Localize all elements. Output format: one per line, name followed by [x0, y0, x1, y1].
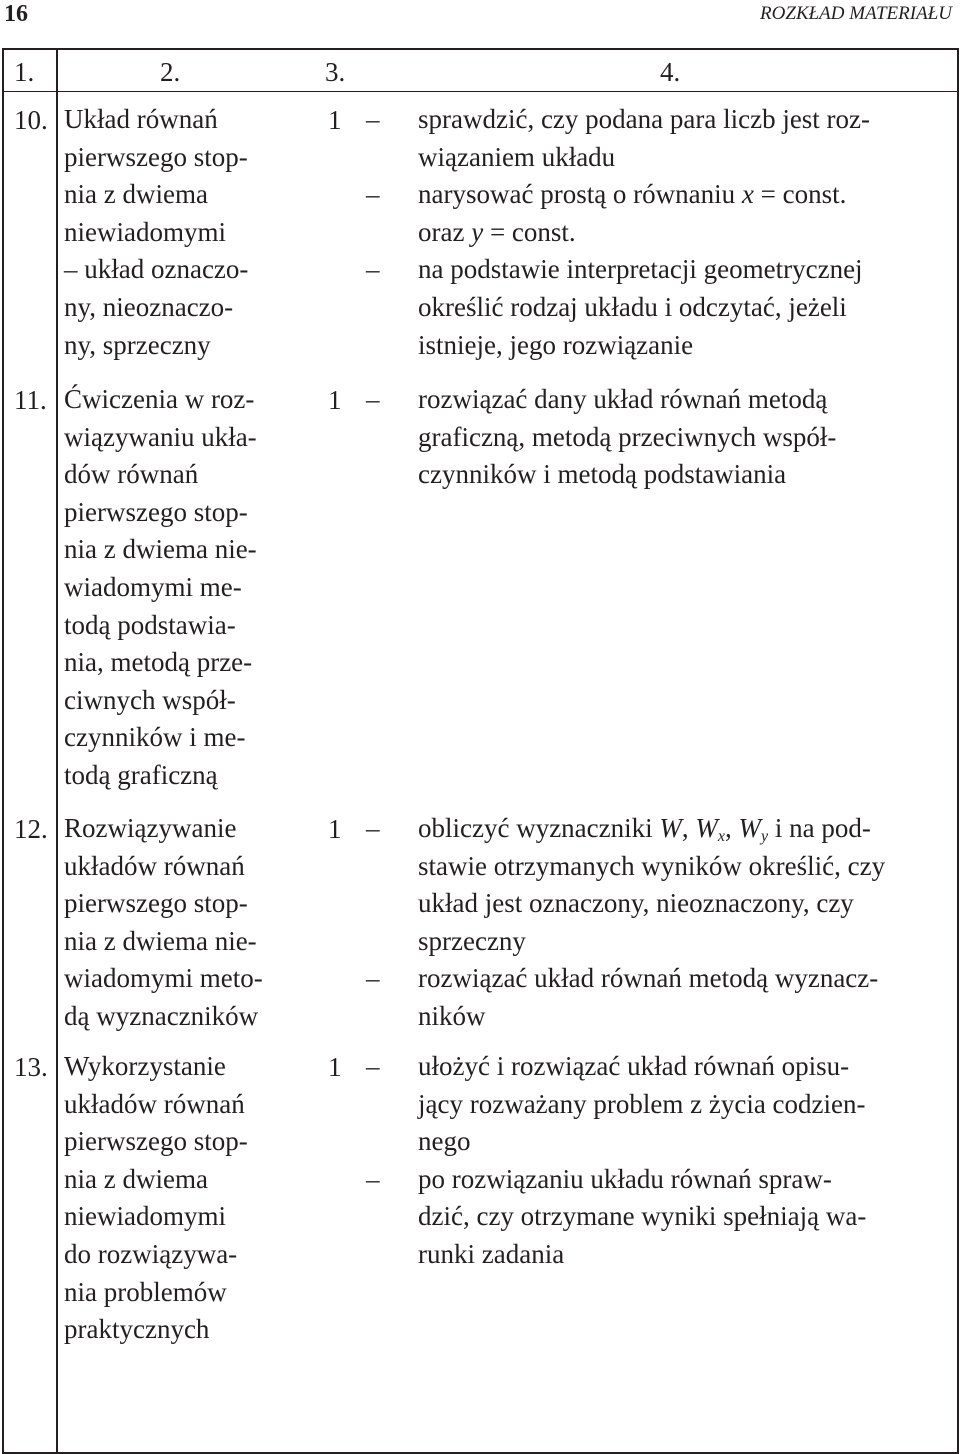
row-hours: 1 [328, 385, 342, 415]
dash-bullet: – [366, 1163, 380, 1194]
requirement-text: na podstawie interpretacji geometrycznej określić rodzaj układu i odczytać, jeżeli istnieje, jego rozwiązanie [418, 254, 863, 360]
requirement-item [366, 176, 958, 251]
row-requirements [366, 1048, 958, 1274]
row-requirements [366, 381, 958, 494]
dash-bullet: – [366, 813, 380, 843]
row-number: 11. [14, 385, 47, 415]
requirement-text: sprawdzić, czy podana para liczb jest roz- wiązaniem układu [418, 104, 871, 172]
column-header-4: 4. [660, 57, 681, 87]
table-left-border [2, 48, 4, 1454]
dash-bullet: – [366, 104, 380, 134]
table-top-border [2, 48, 957, 50]
row-number: 10. [14, 105, 48, 135]
requirement-text: rozwiązać dany układ równań metodą graficzną, metodą przeciwnych współ- czynników i metodą podstawiania [418, 384, 837, 490]
row-topic: Układ równań pierwszego stop- nia z dwiema niewiadomymi – układ oznaczo- ny, nieoznaczo- ny, sprzeczny [64, 104, 249, 360]
table-column-divider [56, 48, 58, 1454]
row-hours: 1 [328, 105, 342, 135]
requirement-item [366, 381, 958, 494]
column-header-2: 2. [160, 57, 181, 87]
row-requirements [366, 810, 958, 1036]
row-requirements [366, 101, 958, 364]
row-topic: Ćwiczenia w roz- wiązywaniu ukła- dów równań pierwszego stop- nia z dwiema nie- wiadomymi me- todą podstawia- nia, metodą prze- ciwnych współ- czynników i me- todą graficzną [64, 384, 257, 790]
row-hours: 1 [328, 1052, 342, 1082]
requirement-text: po rozwiązaniu układu równań spraw- dzić, czy otrzymane wyniki spełniają wa- runki zadania [418, 1163, 867, 1269]
requirement-item [366, 1161, 958, 1274]
table-header-divider [2, 91, 957, 92]
requirement-item [366, 251, 958, 364]
dash-bullet: – [366, 1051, 380, 1081]
column-header-1: 1. [14, 57, 35, 87]
section-title: ROZKŁAD MATERIAŁU [760, 3, 952, 24]
requirement-text: narysować prostą o równaniu x = const. oraz y = const. [418, 179, 847, 247]
requirement-text: rozwiązać układ równań metodą wyznacz- ników [418, 963, 879, 1031]
dash-bullet: – [366, 179, 380, 210]
dash-bullet: – [366, 384, 380, 414]
row-number: 13. [14, 1052, 48, 1082]
requirement-text: ułożyć i rozwiązać układ równań opisu- jący rozważany problem z życia codzien- nego [418, 1051, 866, 1157]
requirement-item [366, 810, 958, 960]
requirement-item [366, 960, 958, 1035]
column-header-3: 3. [325, 57, 346, 87]
row-number: 12. [14, 814, 48, 844]
dash-bullet: – [366, 963, 380, 994]
page-number: 16 [4, 1, 28, 27]
row-hours: 1 [328, 814, 342, 844]
requirement-item [366, 101, 958, 176]
dash-bullet: – [366, 254, 380, 285]
requirement-item [366, 1048, 958, 1161]
row-topic: Wykorzystanie układów równań pierwszego stop- nia z dwiema niewiadomymi do rozwiązywa- nia problemów praktycznych [64, 1051, 248, 1345]
row-topic: Rozwiązywanie układów równań pierwszego stop- nia z dwiema nie- wiadomymi meto- dą wyznaczników [64, 813, 263, 1031]
requirement-text: obliczyć wyznaczniki W, $W_x$, $W_y$ i na pod- stawie otrzymanych wyników określić, czy układ jest oznaczony, nieoznaczony, czy sprzeczny [418, 813, 886, 956]
